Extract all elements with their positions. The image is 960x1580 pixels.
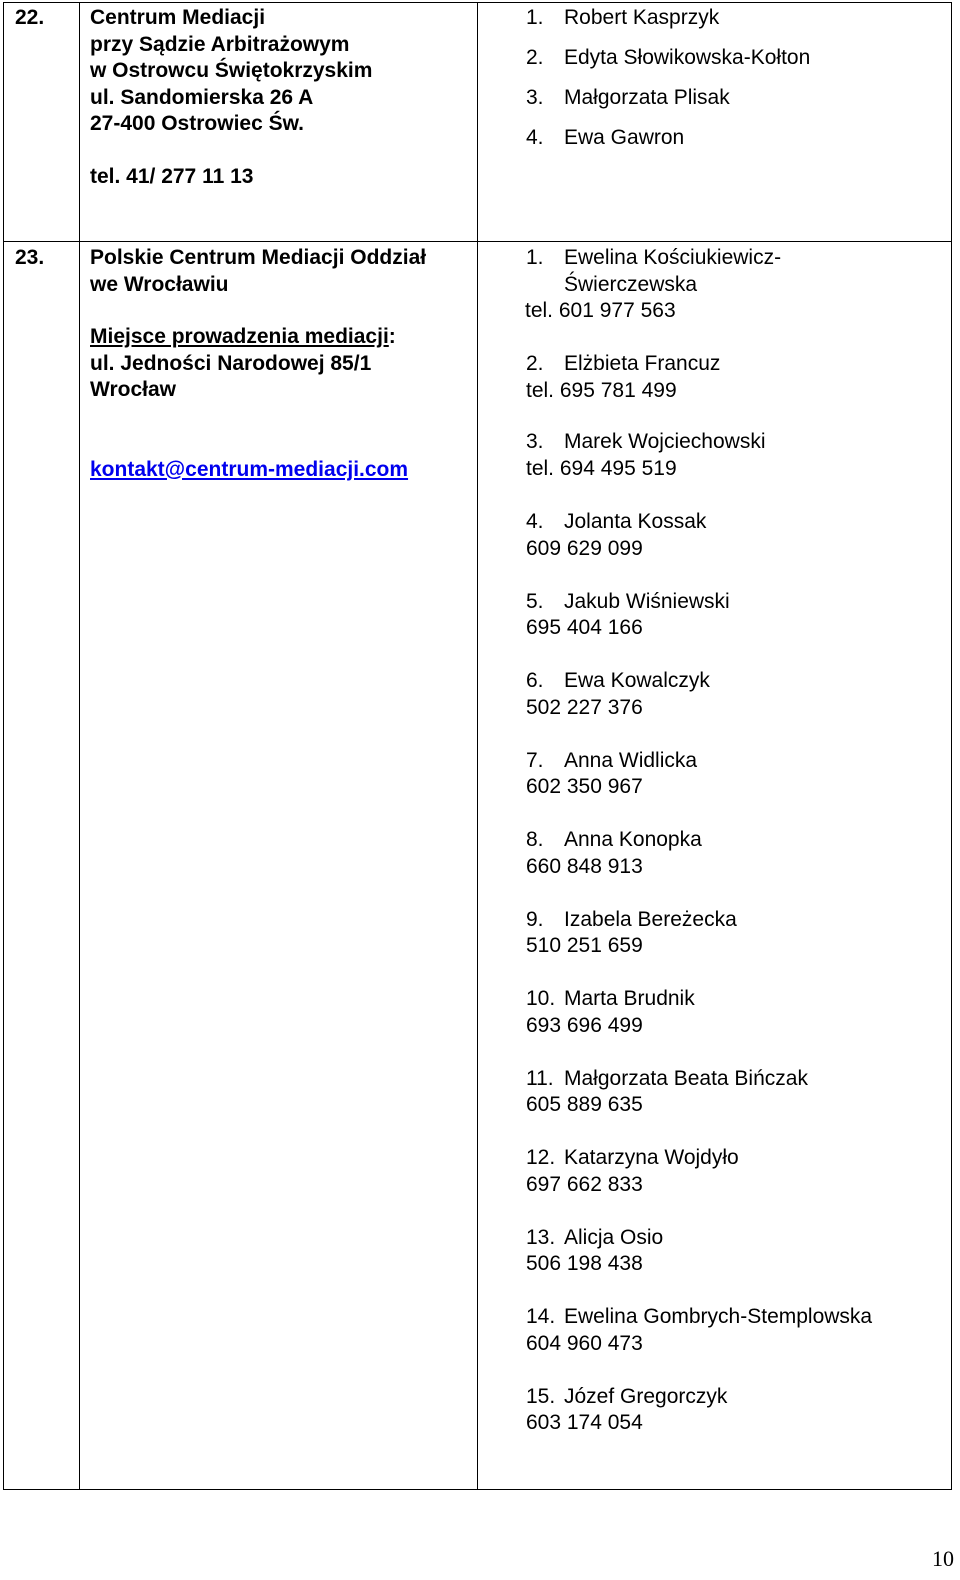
- org-line: ul. Sandomierska 26 A: [90, 85, 314, 109]
- mediator-entry: 11. Małgorzata Beata Bińczak 605 889 635: [526, 1066, 951, 1146]
- organization-cell: [80, 242, 478, 1489]
- mediator-name: Izabela Bereżecka: [564, 907, 737, 931]
- address-line: ul. Jedności Narodowej 85/1: [90, 351, 372, 375]
- mediator-phone: 609 629 099: [526, 536, 643, 560]
- mediator-name: Anna Konopka: [564, 828, 702, 851]
- mediators-cell: [478, 3, 951, 241]
- mediation-centers-table: [3, 2, 952, 1490]
- mediator-entry: 15. Józef Gregorczyk 603 174 054: [526, 1384, 951, 1464]
- mediator-phone: 502 227 376: [526, 695, 643, 719]
- mediator-item: 4. Ewa Gawron: [526, 125, 951, 165]
- mediator-name: Jakub Wiśniewski: [564, 589, 730, 613]
- mediator-entry: 12. Katarzyna Wojdyło 697 662 833: [526, 1145, 951, 1225]
- org-line: Centrum Mediacji: [90, 6, 266, 29]
- org-line: we Wrocławiu: [90, 272, 229, 296]
- mediator-phone: 697 662 833: [526, 1172, 643, 1196]
- mediator-name-cont: Świerczewska: [564, 272, 698, 296]
- mediator-phone: 506 198 438: [526, 1252, 643, 1275]
- mediator-phone: 660 848 913: [526, 854, 643, 878]
- mediator-phone: 605 889 635: [526, 1093, 643, 1116]
- mediator-phone: 603 174 054: [526, 1411, 643, 1434]
- address-line: Wrocław: [90, 378, 176, 401]
- mediator-phone: 510 251 659: [526, 934, 643, 957]
- mediator-entry: 9. Izabela Bereżecka 510 251 659: [526, 907, 951, 987]
- org-line: przy Sądzie Arbitrażowym: [90, 32, 350, 56]
- mediator-name: Małgorzata Beata Bińczak: [564, 1066, 808, 1090]
- mediator-name: Elżbieta Francuz: [564, 352, 721, 375]
- mediator-name: Katarzyna Wojdyło: [564, 1146, 739, 1169]
- row-number-cell: [4, 242, 80, 1489]
- mediator-name: Ewa Kowalczyk: [564, 669, 710, 692]
- mediator-item: 3. Małgorzata Plisak: [526, 85, 951, 125]
- mediator-phone: 604 960 473: [526, 1331, 643, 1355]
- org-phone: tel. 41/ 277 11 13: [90, 164, 254, 188]
- mediator-entry: 13. Alicja Osio 506 198 438: [526, 1225, 951, 1305]
- mediator-entry: 10. Marta Brudnik 693 696 499: [526, 986, 951, 1066]
- mediator-phone: 695 404 166: [526, 616, 643, 639]
- mediator-name: Józef Gregorczyk: [564, 1384, 728, 1408]
- mediator-name: Ewa Gawron: [564, 126, 685, 149]
- mediator-name: Ewelina Kościukiewicz-: [564, 246, 782, 269]
- mediator-entry: 3. Marek Wojciechowski tel. 694 495 519: [526, 429, 951, 509]
- page-number: 10: [932, 1546, 954, 1571]
- mediator-phone: tel. 695 781 499: [526, 378, 677, 402]
- organization-cell: [80, 3, 478, 241]
- mediator-phone: tel. 601 977 563: [525, 299, 676, 322]
- mediator-name: Anna Widlicka: [564, 748, 698, 772]
- mediator-phone: 693 696 499: [526, 1013, 643, 1037]
- mediator-entry: 2. Elżbieta Francuz tel. 695 781 499: [526, 351, 951, 429]
- mediator-name: Małgorzata Plisak: [564, 86, 730, 109]
- mediator-entry: 5. Jakub Wiśniewski 695 404 166: [526, 589, 951, 669]
- mediators-cell: [478, 242, 951, 1489]
- org-line: 27-400 Ostrowiec Św.: [90, 112, 304, 135]
- table-row-23: [4, 241, 951, 1489]
- mediator-name: Alicja Osio: [564, 1225, 664, 1249]
- mediator-item: 2. Edyta Słowikowska-Kołton: [526, 45, 951, 85]
- row-number: 23.: [15, 246, 45, 269]
- mediator-name: Robert Kasprzyk: [564, 6, 720, 29]
- row-number-cell: [4, 3, 80, 241]
- mediator-entry: 6. Ewa Kowalczyk 502 227 376: [526, 668, 951, 748]
- org-line: w Ostrowcu Świętokrzyskim: [90, 59, 373, 82]
- mediator-name: Marek Wojciechowski: [564, 430, 766, 453]
- mediator-name: Ewelina Gombrych-Stemplowska: [564, 1305, 873, 1328]
- mediator-entry: 4. Jolanta Kossak 609 629 099: [526, 509, 951, 589]
- mediator-entry: 7. Anna Widlicka 602 350 967: [526, 748, 951, 828]
- email-link[interactable]: kontakt@centrum-mediacji.com: [90, 457, 409, 481]
- place-label-line: Miejsce prowadzenia mediacji:: [90, 325, 396, 348]
- org-line: Polskie Centrum Mediacji Oddział: [90, 246, 427, 269]
- mediator-name: Jolanta Kossak: [564, 510, 707, 533]
- mediator-name: Edyta Słowikowska-Kołton: [564, 46, 811, 69]
- mediator-phone: tel. 694 495 519: [526, 456, 677, 480]
- mediator-item: 1. Robert Kasprzyk: [526, 5, 951, 45]
- place-label: Miejsce prowadzenia mediacji: [90, 325, 389, 348]
- mediator-entry: 8. Anna Konopka 660 848 913: [526, 827, 951, 907]
- mediator-entry: 14. Ewelina Gombrych-Stemplowska 604 960 473: [526, 1304, 951, 1384]
- mediator-name: Marta Brudnik: [564, 987, 695, 1010]
- row-number: 22.: [15, 6, 45, 29]
- table-row-22: [4, 3, 951, 241]
- mediator-entry: 1. Ewelina Kościukiewicz- Świerczewska tel. 601 977 563: [526, 245, 951, 351]
- mediator-phone: 602 350 967: [526, 775, 643, 798]
